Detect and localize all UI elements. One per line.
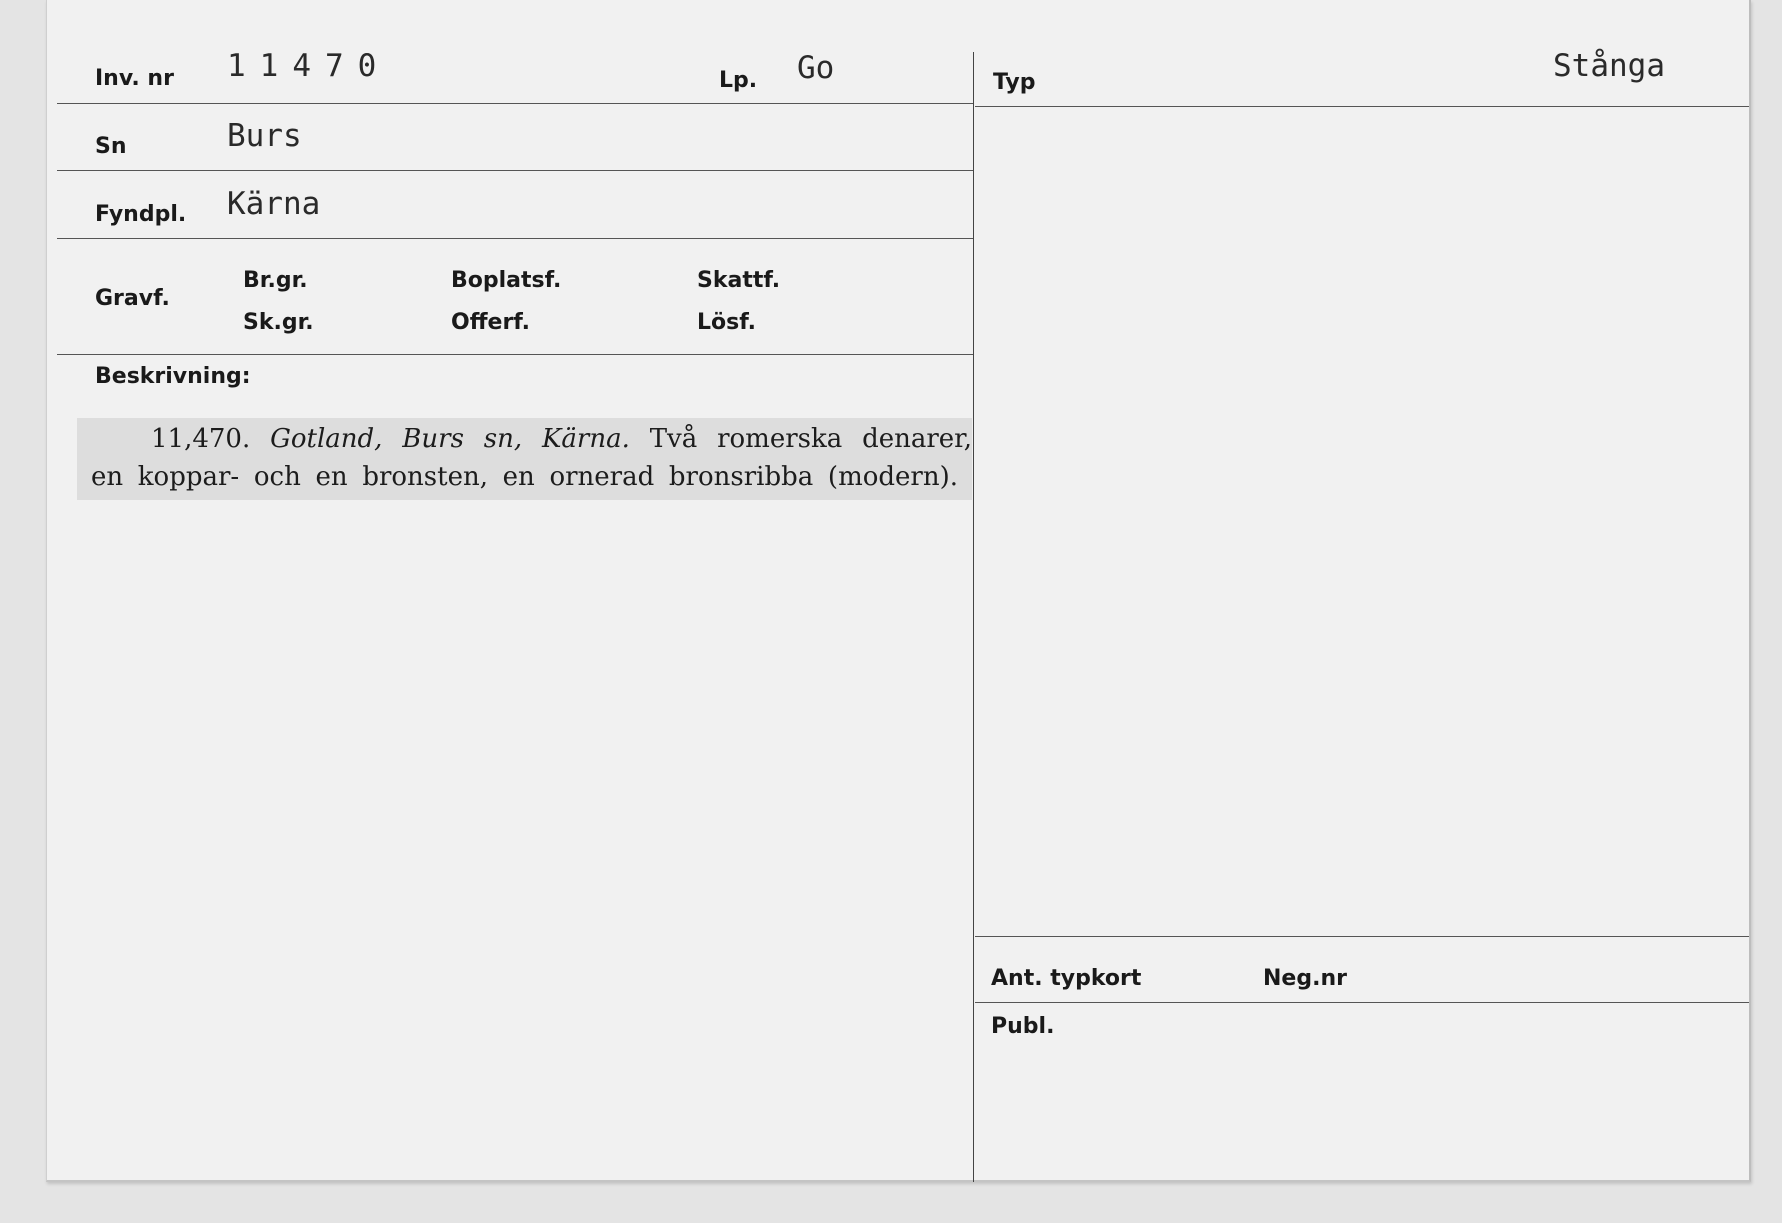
brgr-label: Br.gr. [243, 268, 308, 293]
description-number: 11,470. [151, 424, 251, 454]
losf-label: Lösf. [697, 310, 756, 335]
description-line1-rest: Två romerska denarer, [649, 424, 973, 454]
description-place: Gotland, Burs sn, Kärna. [270, 424, 630, 454]
ant-typkort-label: Ant. typkort [991, 966, 1142, 991]
rule-fyndpl [57, 238, 973, 239]
beskrivning-label: Beskrivning: [95, 364, 251, 389]
typ-value: Stånga [1553, 48, 1665, 84]
sn-value: Burs [227, 118, 302, 154]
inv-nr-label: Inv. nr [95, 66, 174, 91]
description-clipping [77, 418, 972, 500]
inv-nr-value: 11470 [227, 48, 391, 84]
column-divider [973, 52, 974, 1182]
gravf-label: Gravf. [95, 286, 170, 311]
rule-sn [57, 170, 973, 171]
lp-value: Go [797, 50, 835, 86]
description-line-2: en koppar- och en bronsten, en ornerad bronsribba (modern). [91, 462, 958, 492]
boplatsf-label: Boplatsf. [451, 268, 562, 293]
rule-typ [975, 106, 1749, 107]
rule-gravf [57, 354, 973, 355]
rule-inv [57, 103, 973, 104]
rule-footer-top [975, 936, 1749, 937]
catalog-card [46, 0, 1751, 1182]
lp-label: Lp. [719, 68, 758, 93]
publ-label: Publ. [991, 1014, 1055, 1039]
neg-nr-label: Neg.nr [1263, 966, 1347, 991]
skgr-label: Sk.gr. [243, 310, 314, 335]
description-line-1 [77, 424, 972, 454]
sn-label: Sn [95, 134, 127, 159]
skattf-label: Skattf. [697, 268, 781, 293]
offerf-label: Offerf. [451, 310, 531, 335]
fyndpl-label: Fyndpl. [95, 202, 187, 227]
typ-label: Typ [993, 70, 1036, 95]
rule-footer-mid [975, 1002, 1749, 1003]
fyndpl-value: Kärna [227, 186, 321, 222]
